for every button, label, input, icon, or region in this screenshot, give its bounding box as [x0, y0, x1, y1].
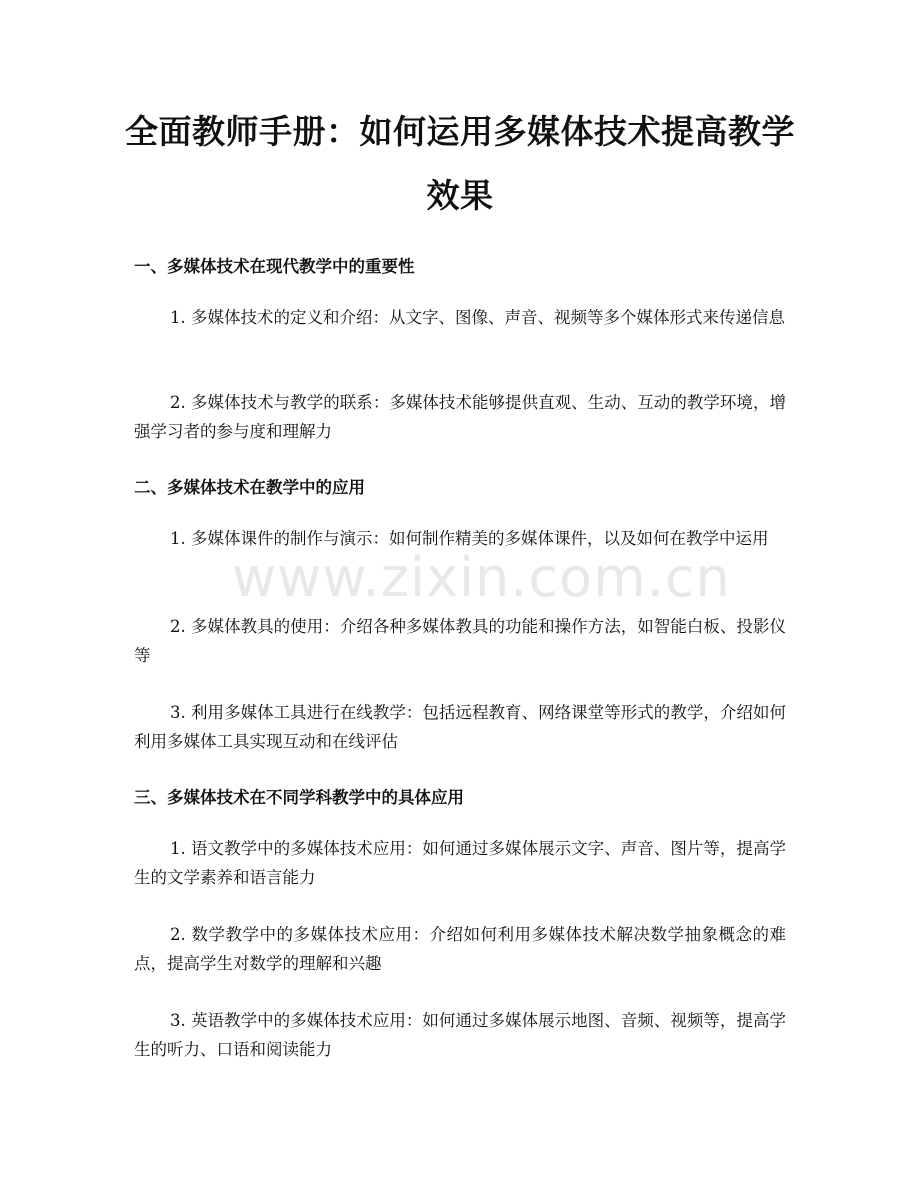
section-heading-2: 二、多媒体技术在教学中的应用 — [134, 478, 365, 497]
section-heading-3: 三、多媒体技术在不同学科教学中的具体应用 — [134, 788, 464, 807]
section-heading-1: 一、多媒体技术在现代教学中的重要性 — [134, 257, 415, 276]
list-item: 1. 多媒体课件的制作与演示：如何制作精美的多媒体课件，以及如何在教学中运用 — [170, 529, 769, 548]
list-item: 3. 利用多媒体工具进行在线教学：包括远程教育、网络课堂等形式的教学，介绍如何利用多媒体工具实现互动和在线评估 — [134, 703, 786, 751]
list-item: 3. 英语教学中的多媒体技术应用：如何通过多媒体展示地图、音频、视频等，提高学生的听力、口语和阅读能力 — [134, 1011, 786, 1059]
list-item: 1. 多媒体技术的定义和介绍：从文字、图像、声音、视频等多个媒体形式来传递信息 — [170, 308, 785, 327]
list-item: 2. 多媒体教具的使用：介绍各种多媒体教具的功能和操作方法，如智能白板、投影仪等 — [134, 617, 786, 665]
watermark: www.zixin.com.cn — [232, 546, 731, 609]
list-item: 2. 多媒体技术与教学的联系：多媒体技术能够提供直观、生动、互动的教学环境，增强学习者的参与度和理解力 — [134, 393, 786, 441]
list-item: 1. 语文教学中的多媒体技术应用：如何通过多媒体展示文字、声音、图片等，提高学生的文学素养和语言能力 — [134, 839, 786, 887]
list-item: 2. 数学教学中的多媒体技术应用：介绍如何利用多媒体技术解决数学抽象概念的难点，提高学生对数学的理解和兴趣 — [134, 925, 786, 973]
document-title: 全面教师手册：如何运用多媒体技术提高教学效果 — [125, 112, 795, 215]
